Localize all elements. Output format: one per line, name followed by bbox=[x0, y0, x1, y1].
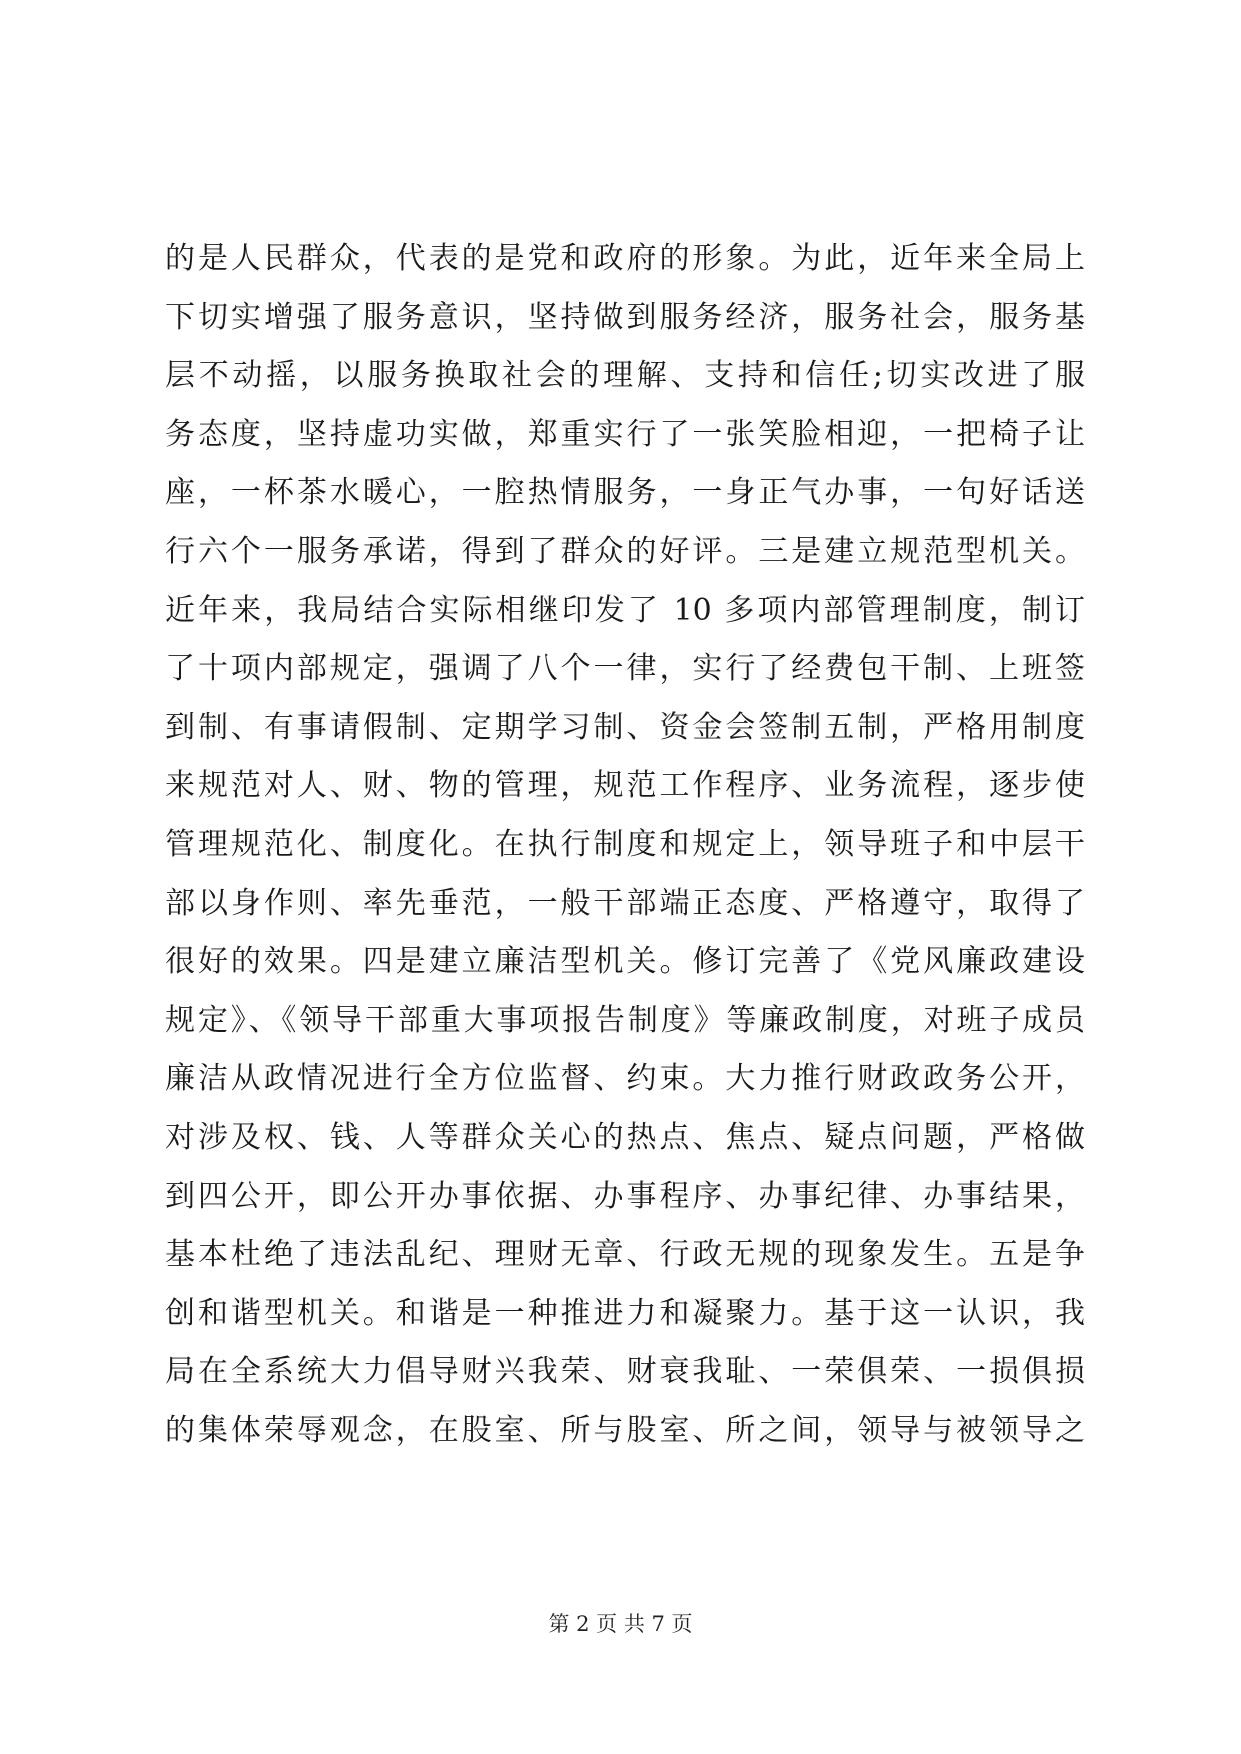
text-line: 务态度，坚持虚功实做，郑重实行了一张笑脸相迎，一把椅子让 bbox=[165, 416, 1085, 452]
text-line: 了十项内部规定，强调了八个一律，实行了经费包干制、上班签 bbox=[165, 651, 1085, 687]
text-line: 的是人民群众，代表的是党和政府的形象。为此，近年来全局上 bbox=[165, 241, 1085, 276]
text-line: 下切实增强了服务意识，坚持做到服务经济，服务社会，服务基 bbox=[165, 299, 1085, 335]
text-line: 对涉及权、钱、人等群众关心的热点、焦点、疑点问题，严格做 bbox=[165, 1119, 1085, 1155]
text-line: 到四公开，即公开办事依据、办事程序、办事纪律、办事结果， bbox=[165, 1178, 1085, 1214]
text-line: 管理规范化、制度化。在执行制度和规定上，领导班子和中层干 bbox=[165, 826, 1085, 862]
page-footer bbox=[0, 1610, 1241, 1638]
text-line: 到制、有事请假制、定期学习制、资金会签制五制，严格用制度 bbox=[165, 709, 1085, 745]
text-line: 层不动摇，以服务换取社会的理解、支持和信任;切实改进了服 bbox=[165, 358, 1085, 394]
text-line: 很好的效果。四是建立廉洁型机关。修订完善了《党风廉政建设 bbox=[165, 944, 1085, 980]
text-line: 座，一杯茶水暖心，一腔热情服务，一身正气办事，一句好话送 bbox=[165, 475, 1085, 511]
text-line: 部以身作则、率先垂范，一般干部端正态度、严格遵守，取得了 bbox=[165, 885, 1085, 921]
text-line: 基本杜绝了违法乱纪、理财无章、行政无规的现象发生。五是争 bbox=[165, 1237, 1085, 1273]
text-line: 近年来，我局结合实际相继印发了 10 多项内部管理制度，制订 bbox=[165, 592, 1085, 628]
text-line: 廉洁从政情况进行全方位监督、约束。大力推行财政政务公开， bbox=[165, 1061, 1085, 1097]
text-line: 规定》、《领导干部重大事项报告制度》等廉政制度，对班子成员 bbox=[165, 1002, 1085, 1038]
text-line: 行六个一服务承诺，得到了群众的好评。三是建立规范型机关。 bbox=[165, 533, 1085, 569]
text-line: 来规范对人、财、物的管理，规范工作程序、业务流程，逐步使 bbox=[165, 768, 1085, 804]
text-line: 创和谐型机关。和谐是一种推进力和凝聚力。基于这一认识，我 bbox=[165, 1295, 1085, 1331]
text-line: 局在全系统大力倡导财兴我荣、财衰我耻、一荣俱荣、一损俱损 bbox=[165, 1354, 1085, 1390]
body-text bbox=[165, 230, 1085, 1460]
text-line: 的集体荣辱观念，在股室、所与股室、所之间，领导与被领导之 bbox=[165, 1412, 1085, 1448]
page-indicator: 第 2 页 共 7 页 bbox=[548, 1612, 693, 1636]
